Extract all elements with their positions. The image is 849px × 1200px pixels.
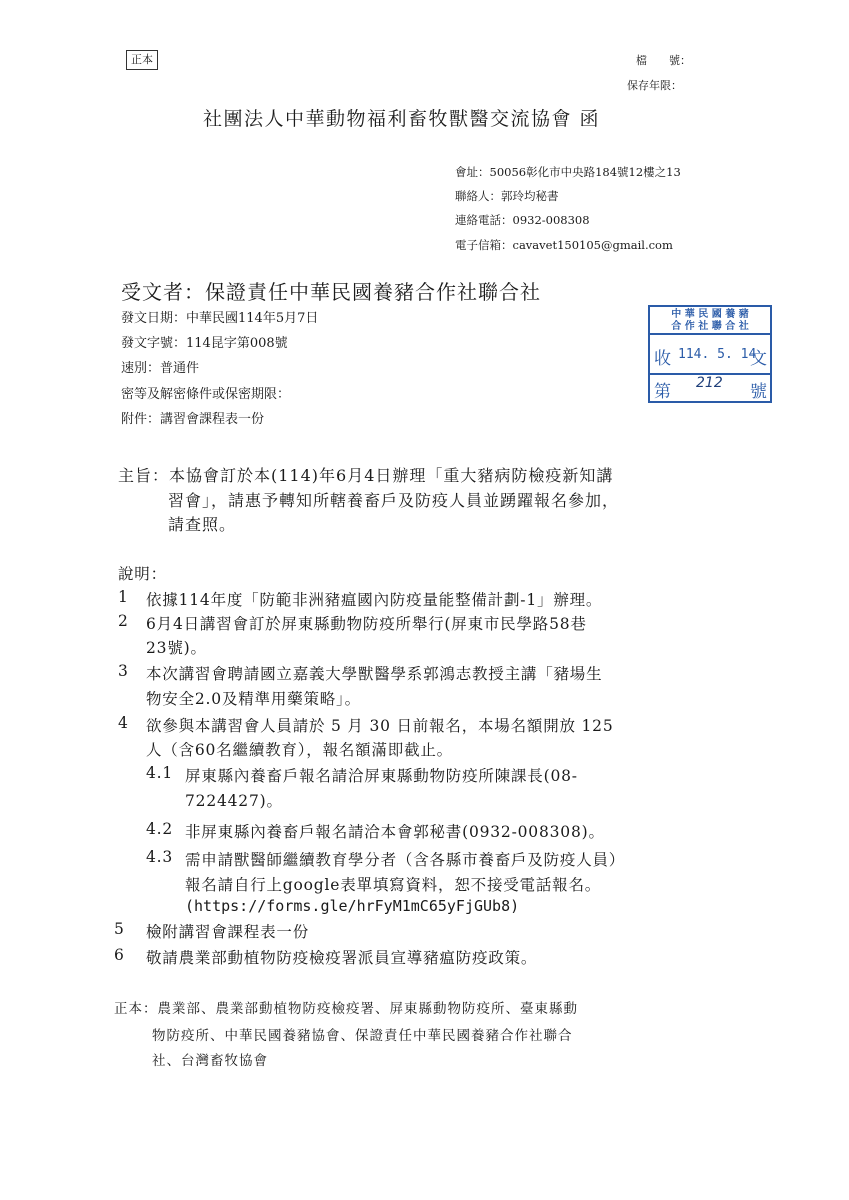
subitem-number: 4.3 <box>146 848 174 866</box>
item-number: 3 <box>118 662 128 680</box>
item-number: 6 <box>114 946 124 964</box>
subject-line-2: 習會」，請惠予轉知所轄養畜戶及防疫人員並踴躍報名參加， <box>168 491 620 510</box>
stamp-received-row <box>650 337 770 375</box>
stamp-received-label: 收 <box>654 349 671 369</box>
stamp-received-date: 114. 5. 14 <box>678 347 757 362</box>
subitem-4-1-line-2: 7224427)。 <box>185 792 283 810</box>
document-title: 社團法人中華動物福利畜牧獸醫交流協會 函 <box>203 108 601 130</box>
subject-line-3: 請查照。 <box>168 515 237 534</box>
contact-address: 會址：50056彰化市中央路184號12樓之13 <box>455 165 681 179</box>
retention-label: 保存年限： <box>627 79 682 92</box>
stamp-number-prefix: 第 <box>654 382 671 402</box>
attachment: 附件：講習會課程表一份 <box>121 412 265 427</box>
item-5-line-1: 檢附講習會課程表一份 <box>146 923 310 941</box>
item-2-line-2: 23號)。 <box>146 639 207 657</box>
item-6-line-1: 敬請農業部動植物防疫檢疫署派員宣導豬瘟防疫政策。 <box>146 949 538 967</box>
registration-form-link[interactable]: (https://forms.gle/hrFyM1mC65yFjGUb8) <box>185 897 520 915</box>
stamp-header-line2: 合 作 社 聯 合 社 <box>671 321 749 332</box>
subitem-4-3-line-1: 需申請獸醫師繼續教育學分者（含各縣市養畜戶及防疫人員） <box>185 851 626 869</box>
stamp-doc-label: 文 <box>750 349 767 369</box>
issue-date: 發文日期：中華民國114年5月7日 <box>121 311 319 326</box>
subitem-4-3-line-2: 報名請自行上google表單填寫資料，恕不接受電話報名。 <box>185 876 602 894</box>
item-number: 4 <box>118 714 128 732</box>
contact-person: 聯絡人：郭玲均秘書 <box>455 189 559 203</box>
subitem-number: 4.2 <box>146 820 174 838</box>
item-number: 1 <box>118 588 128 606</box>
item-number: 2 <box>118 612 128 630</box>
stamp-number-value: 212 <box>696 375 723 391</box>
item-4-line-2: 人（含60名繼續教育），報名額滿即截止。 <box>146 741 453 759</box>
secrecy-level: 密等及解密條件或保密期限： <box>121 387 291 402</box>
item-4-line-1: 欲參與本講習會人員請於 5 月 30 日前報名，本場名額開放 125 <box>146 717 614 735</box>
received-stamp <box>648 305 772 403</box>
subject-line-1: 主旨：本協會訂於本(114)年6月4日辦理「重大豬病防檢疫新知講 <box>118 466 614 485</box>
cc-line-1: 正本：農業部、農業部動植物防疫檢疫署、屏東縣動物防疫所、臺東縣動 <box>114 1001 578 1017</box>
cc-line-3: 社、台灣畜牧協會 <box>152 1053 268 1069</box>
item-2-line-1: 6月4日講習會訂於屏東縣動物防疫所舉行(屏東市民學路58巷 <box>146 615 587 633</box>
contact-phone: 連絡電話：0932-008308 <box>455 213 590 227</box>
item-number: 5 <box>114 920 124 938</box>
document-number: 發文字號：114昆字第008號 <box>121 336 288 351</box>
item-1-line-1: 依據114年度「防範非洲豬瘟國內防疫量能整備計劃-1」辦理。 <box>146 591 603 609</box>
explanation-heading: 說明： <box>118 565 167 583</box>
copy-type-tag: 正本 <box>126 50 158 70</box>
stamp-header-line1: 中 華 民 國 養 豬 <box>671 309 749 320</box>
stamp-number-suffix: 號 <box>750 382 767 402</box>
subitem-4-1-line-1: 屏東縣內養畜戶報名請洽屏東縣動物防疫所陳課長(08- <box>185 767 578 785</box>
recipient: 受文者：保證責任中華民國養豬合作社聯合社 <box>121 280 541 304</box>
contact-email: 電子信箱：cavavet150105@gmail.com <box>455 238 673 252</box>
stamp-number-row <box>650 375 770 401</box>
subitem-4-2-line-1: 非屏東縣內養畜戶報名請洽本會郭秘書(0932-008308)。 <box>185 823 605 841</box>
delivery-speed: 速別：普通件 <box>121 361 200 376</box>
subitem-number: 4.1 <box>146 764 174 782</box>
cc-line-2: 物防疫所、中華民國養豬協會、保證責任中華民國養豬合作社聯合 <box>152 1028 573 1044</box>
file-number-label: 檔 號： <box>636 54 691 67</box>
item-3-line-2: 物安全2.0及精準用藥策略」。 <box>146 690 361 708</box>
stamp-header <box>650 307 770 335</box>
item-3-line-1: 本次講習會聘請國立嘉義大學獸醫學系郭鴻志教授主講「豬場生 <box>146 665 603 683</box>
